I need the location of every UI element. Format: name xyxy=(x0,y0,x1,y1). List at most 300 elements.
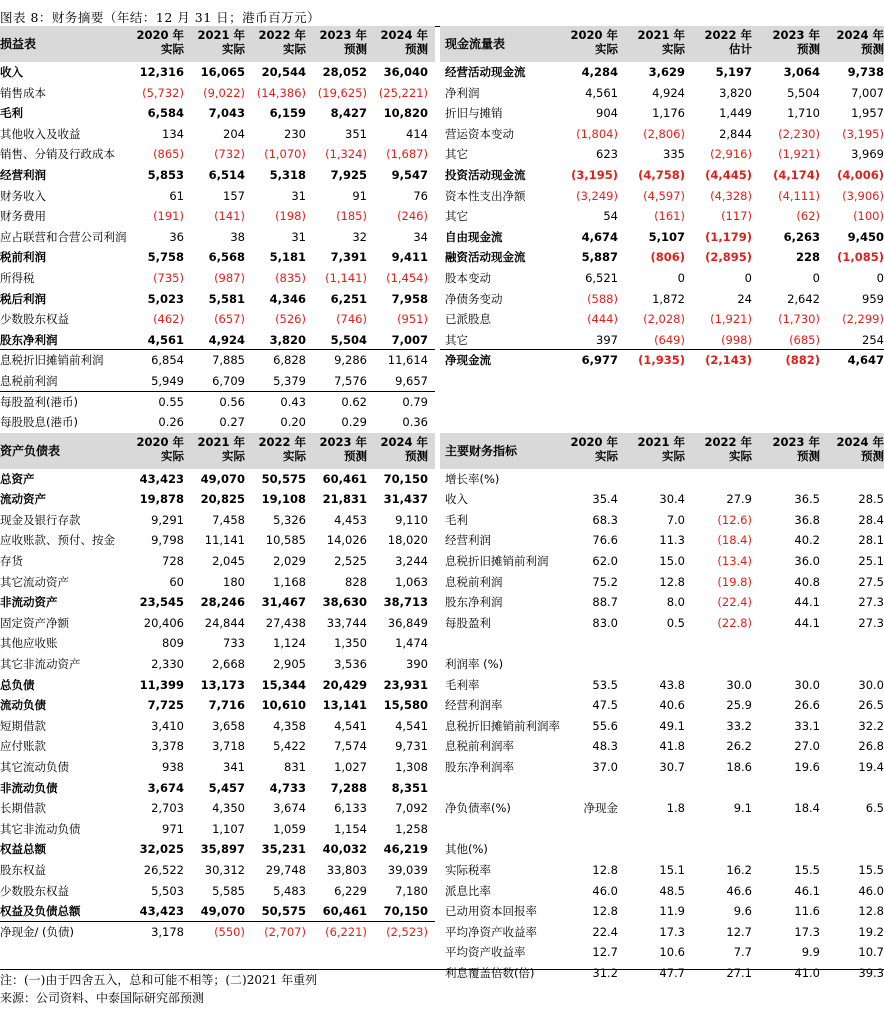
row-value: 33,744 xyxy=(326,615,367,630)
row-value: 26.5 xyxy=(858,698,884,713)
row-value: (1,454) xyxy=(386,270,428,285)
row-value: 26,522 xyxy=(143,862,184,877)
row-value: 26.2 xyxy=(726,739,752,754)
row-value: 43,423 xyxy=(139,471,184,486)
row-value: 91 xyxy=(352,188,367,203)
row-label: 经营活动现金流 xyxy=(445,65,526,79)
row-value: 6,229 xyxy=(334,883,367,898)
row-value: 5,457 xyxy=(208,780,245,795)
row-value: 30,312 xyxy=(204,862,245,877)
row-value: 31 xyxy=(291,188,306,203)
table-row xyxy=(0,798,884,819)
row-value: 7,458 xyxy=(212,512,245,527)
source-note: 来源：公司资料、中泰国际研究部预测 xyxy=(0,991,205,1005)
row-value: 4,358 xyxy=(273,718,306,733)
row-label: 应占联营和合营公司利润 xyxy=(0,229,127,244)
row-value: 19,108 xyxy=(261,492,306,507)
row-value: 12,316 xyxy=(139,65,184,79)
column-year: 2022 年 xyxy=(704,28,752,42)
row-value xyxy=(557,654,618,675)
row-value: 7,574 xyxy=(334,739,367,754)
row-value: 0 xyxy=(876,270,884,285)
row-value: (4,758) xyxy=(638,167,685,182)
row-value: 3,410 xyxy=(151,718,184,733)
row-value: 19,878 xyxy=(139,492,184,507)
row-value: 12.8 xyxy=(592,862,618,877)
row-value xyxy=(823,469,884,490)
row-value: 180 xyxy=(223,574,245,589)
left-table-title: 资产负债表 xyxy=(0,443,61,458)
row-value: 29,748 xyxy=(265,862,306,877)
row-value: 53.5 xyxy=(592,677,618,692)
left-column-header xyxy=(246,433,306,471)
row-value: 0.27 xyxy=(219,415,245,430)
row-value: 390 xyxy=(406,657,428,672)
row-label: 增长率(%) xyxy=(445,471,500,486)
column-status: 预测 xyxy=(861,448,884,463)
row-value: 728 xyxy=(162,554,184,569)
row-value xyxy=(557,839,618,860)
row-value: 971 xyxy=(162,821,184,836)
row-value: 7,007 xyxy=(391,332,428,347)
row-value: (2,028) xyxy=(643,312,685,327)
row-value: (998) xyxy=(721,332,752,347)
row-value: 43,423 xyxy=(139,904,184,919)
section-header xyxy=(0,26,884,62)
row-value: 10,585 xyxy=(265,533,306,548)
row-label: 非流动负债 xyxy=(0,780,58,795)
row-label: 经营利润率 xyxy=(445,698,503,713)
table-row xyxy=(0,62,884,83)
row-value: (62) xyxy=(796,209,820,224)
left-column-header xyxy=(368,433,428,471)
column-status: 实际 xyxy=(662,448,685,463)
row-value: 6.5 xyxy=(865,801,884,816)
row-value: (4,111) xyxy=(778,188,820,203)
row-value: 5,887 xyxy=(581,250,618,265)
column-year: 2023 年 xyxy=(319,28,367,42)
row-value: 0.5 xyxy=(666,615,685,630)
table-row xyxy=(0,654,884,675)
row-value xyxy=(625,839,685,860)
row-value: 46,219 xyxy=(383,842,428,857)
row-value: (2,230) xyxy=(778,126,820,141)
row-label: 现金及银行存款 xyxy=(0,512,81,527)
row-value: 40.2 xyxy=(794,533,820,548)
row-value: 6,263 xyxy=(783,229,820,244)
row-value: (3,195) xyxy=(571,167,618,182)
row-value: (2,895) xyxy=(705,250,752,265)
table-row xyxy=(0,227,884,248)
row-value: (191) xyxy=(153,209,184,224)
row-value: (22.8) xyxy=(717,615,752,630)
row-value: 9.1 xyxy=(733,801,752,816)
row-value: 39.3 xyxy=(858,965,884,980)
row-value: 6,977 xyxy=(581,353,618,368)
row-value: 7,716 xyxy=(208,698,245,713)
row-value: 4,647 xyxy=(847,353,884,368)
row-value: 47.7 xyxy=(659,965,685,980)
row-value: (13.4) xyxy=(717,554,752,569)
table-row xyxy=(0,350,884,371)
row-value: (1,324) xyxy=(325,147,367,162)
row-value: (6,221) xyxy=(325,924,367,939)
right-table-title: 现金流量表 xyxy=(445,37,506,51)
row-value: 9.6 xyxy=(733,904,752,919)
column-status: 实际 xyxy=(595,448,618,463)
row-value: (18.4) xyxy=(717,533,752,548)
column-year: 2021 年 xyxy=(637,28,685,42)
row-value: 31,467 xyxy=(261,595,306,610)
column-year: 2023 年 xyxy=(319,434,367,449)
row-label: 其它 xyxy=(445,332,468,347)
row-value: 31.2 xyxy=(592,965,618,980)
row-value: 904 xyxy=(596,106,618,121)
row-value: 17.3 xyxy=(659,924,685,939)
row-label: 净债务变动 xyxy=(445,291,503,306)
column-status: 预测 xyxy=(861,42,884,56)
row-value: 48.3 xyxy=(592,739,618,754)
row-value: 1.8 xyxy=(666,801,685,816)
row-label: 净现金流 xyxy=(445,353,491,368)
row-value: 12.7 xyxy=(592,945,618,960)
row-value: 3,178 xyxy=(151,924,184,939)
row-value: 397 xyxy=(596,332,618,347)
row-value: 35.4 xyxy=(592,492,618,507)
table-row xyxy=(0,469,884,490)
row-value: (1,730) xyxy=(778,312,820,327)
row-value: 7.0 xyxy=(666,512,685,527)
row-value: 6,584 xyxy=(147,106,184,121)
row-value: 12.8 xyxy=(858,904,884,919)
row-value: 5,318 xyxy=(269,167,306,182)
row-label: 其它 xyxy=(445,209,468,224)
right-column-header xyxy=(760,433,820,471)
row-label: 应付账款 xyxy=(0,739,46,754)
row-value: 0.55 xyxy=(158,394,184,409)
row-value: 414 xyxy=(406,126,428,141)
row-value: 10,610 xyxy=(261,698,306,713)
row-value: (806) xyxy=(650,250,685,265)
row-value: 28.5 xyxy=(858,492,884,507)
row-value: (25,221) xyxy=(378,85,428,100)
table-row xyxy=(0,289,884,310)
row-value: 36.8 xyxy=(794,512,820,527)
row-label: 经营利润 xyxy=(445,533,491,548)
row-value: 30.0 xyxy=(726,677,752,692)
row-label: 息税折旧摊销前利润率 xyxy=(445,718,560,733)
row-value: 14,026 xyxy=(326,533,367,548)
row-value: 4,733 xyxy=(269,780,306,795)
row-label: 总负债 xyxy=(0,677,35,692)
row-value: 62.0 xyxy=(592,554,618,569)
row-value: 7,958 xyxy=(391,291,428,306)
row-value: 6,251 xyxy=(330,291,367,306)
row-label: 投资活动现金流 xyxy=(445,167,526,182)
row-value: 0.56 xyxy=(219,394,245,409)
column-year: 2020 年 xyxy=(136,434,184,449)
table-row xyxy=(0,819,884,840)
row-value: 5,379 xyxy=(273,373,306,388)
row-label: 资本性支出净额 xyxy=(445,188,526,203)
row-value: (2,916) xyxy=(710,147,752,162)
row-value: 24 xyxy=(737,291,752,306)
row-label: 自由现金流 xyxy=(445,229,503,244)
row-value: 0 xyxy=(677,270,685,285)
row-value: 12.7 xyxy=(726,924,752,939)
row-value: 254 xyxy=(862,332,884,347)
row-value: 1,124 xyxy=(273,636,306,651)
row-value: 32.2 xyxy=(858,718,884,733)
row-value: 0 xyxy=(744,270,752,285)
row-value xyxy=(625,469,685,490)
row-value: (882) xyxy=(785,353,820,368)
row-value: 2,844 xyxy=(719,126,752,141)
row-value: 828 xyxy=(345,574,367,589)
row-value: 204 xyxy=(223,126,245,141)
row-value: 0.36 xyxy=(402,415,428,430)
row-value: 15.0 xyxy=(659,554,685,569)
row-value: 9,738 xyxy=(847,65,884,79)
row-value: 230 xyxy=(284,126,306,141)
row-value: 18.6 xyxy=(726,760,752,774)
row-value: (2,299) xyxy=(842,312,884,327)
row-value: 11.3 xyxy=(659,533,685,548)
row-value: 228 xyxy=(795,250,820,265)
table-row xyxy=(0,530,884,551)
row-value: (117) xyxy=(721,209,752,224)
row-value: 0 xyxy=(812,270,820,285)
row-value: 9,286 xyxy=(334,353,367,368)
row-value: 6,854 xyxy=(151,353,184,368)
row-value: (735) xyxy=(153,270,184,285)
row-value: (588) xyxy=(587,291,618,306)
row-value: 75.2 xyxy=(592,574,618,589)
row-value: 28.1 xyxy=(858,533,884,548)
row-value: (649) xyxy=(654,332,685,347)
row-value: (462) xyxy=(153,312,184,327)
row-value: 38,713 xyxy=(383,595,428,610)
row-value: 5,181 xyxy=(269,250,306,265)
row-value: 26.8 xyxy=(858,739,884,754)
row-value: (5,732) xyxy=(142,85,184,100)
column-year: 2021 年 xyxy=(197,434,245,449)
table-row xyxy=(0,633,884,654)
row-label: 平均资产收益率 xyxy=(445,945,526,960)
row-value: 54 xyxy=(603,209,618,224)
row-label: 应收账款、预付、按金 xyxy=(0,533,115,548)
row-label: 股东权益 xyxy=(0,862,46,877)
row-label: 财务费用 xyxy=(0,209,46,224)
row-value: 12.8 xyxy=(659,574,685,589)
row-value: 1,957 xyxy=(851,106,884,121)
row-value: 3,536 xyxy=(334,657,367,672)
row-value: 0.29 xyxy=(341,415,367,430)
table-row xyxy=(0,186,884,207)
row-value: 36,849 xyxy=(387,615,428,630)
row-label: 销售成本 xyxy=(0,85,46,100)
row-value: 4,561 xyxy=(585,85,618,100)
row-label: 每股盈利 xyxy=(445,615,491,630)
row-label: 其它 xyxy=(445,147,468,162)
row-value: 1,107 xyxy=(212,821,245,836)
left-table-title: 损益表 xyxy=(0,37,37,51)
row-value: 61 xyxy=(169,188,184,203)
row-value: (2,806) xyxy=(643,126,685,141)
table-row xyxy=(0,881,884,902)
row-value: (1,141) xyxy=(325,270,367,285)
table-row xyxy=(0,695,884,716)
row-value: 60 xyxy=(169,574,184,589)
table-row xyxy=(0,392,884,413)
row-value: 4,541 xyxy=(395,718,428,733)
row-value: 55.6 xyxy=(592,718,618,733)
row-label: 其它流动负债 xyxy=(0,760,69,774)
row-value: 68.3 xyxy=(592,512,618,527)
row-value: 26.6 xyxy=(794,698,820,713)
row-value: 27,438 xyxy=(265,615,306,630)
row-value: (4,445) xyxy=(705,167,752,182)
row-value: 2,642 xyxy=(787,291,820,306)
financial-summary-grid xyxy=(0,26,884,984)
column-year: 2022 年 xyxy=(258,28,306,42)
row-value: (2,143) xyxy=(705,353,752,368)
row-value: 3,674 xyxy=(273,801,306,816)
row-value: 20,825 xyxy=(200,492,245,507)
row-value: 7,288 xyxy=(330,780,367,795)
row-value: 11.9 xyxy=(659,904,685,919)
row-value: 32 xyxy=(352,229,367,244)
row-label: 收入 xyxy=(0,65,23,79)
table-row xyxy=(0,268,884,289)
row-value: 1,176 xyxy=(652,106,685,121)
row-value: 1,449 xyxy=(719,106,752,121)
table-row xyxy=(0,922,884,943)
row-value: 23,931 xyxy=(383,677,428,692)
row-label: 税前利润 xyxy=(0,250,46,265)
row-label: 利润率 (%) xyxy=(445,657,504,672)
table-row xyxy=(0,309,884,330)
row-label: 每股股息(港币) xyxy=(0,415,78,430)
row-value: (22.4) xyxy=(717,595,752,610)
row-label: 其他收入及收益 xyxy=(0,126,81,141)
right-column-header xyxy=(823,26,884,64)
row-value xyxy=(760,839,820,860)
row-value: 1,350 xyxy=(334,636,367,651)
table-row xyxy=(0,206,884,227)
row-value: 5,581 xyxy=(208,291,245,306)
row-value: 3,969 xyxy=(851,147,884,162)
row-value: 2,525 xyxy=(334,554,367,569)
column-year: 2024 年 xyxy=(836,28,884,42)
row-label: 税后利润 xyxy=(0,291,46,306)
row-label: 息税前利润 xyxy=(445,574,503,589)
row-value: 24,844 xyxy=(204,615,245,630)
row-value: 30.0 xyxy=(858,677,884,692)
table-row xyxy=(0,371,884,392)
row-value: 4,924 xyxy=(208,332,245,347)
row-value xyxy=(823,654,884,675)
right-column-header xyxy=(557,433,618,471)
row-value: (1,070) xyxy=(264,147,306,162)
row-value: 31,437 xyxy=(383,492,428,507)
column-year: 2022 年 xyxy=(258,434,306,449)
row-value: 15,580 xyxy=(383,698,428,713)
row-value: 25.9 xyxy=(726,698,752,713)
row-value: (246) xyxy=(397,209,428,224)
row-value: (185) xyxy=(336,209,367,224)
row-value: 30.7 xyxy=(659,760,685,774)
row-value: (1,179) xyxy=(705,229,752,244)
row-value: (161) xyxy=(654,209,685,224)
right-column-header xyxy=(823,433,884,471)
row-label: 折旧与摊销 xyxy=(445,106,503,121)
row-value: 3,064 xyxy=(783,65,820,79)
row-value: (951) xyxy=(397,312,428,327)
row-value: 27.3 xyxy=(858,615,884,630)
column-status: 实际 xyxy=(729,448,752,463)
row-value: 88.7 xyxy=(592,595,618,610)
row-value: 9,731 xyxy=(395,739,428,754)
row-label: 股东净利润率 xyxy=(445,760,514,774)
row-value: 70,150 xyxy=(383,904,428,919)
row-value: 9,657 xyxy=(395,373,428,388)
row-value: 47.5 xyxy=(592,698,618,713)
row-value: 4,674 xyxy=(581,229,618,244)
row-label: 权益总额 xyxy=(0,842,46,857)
row-label: 已派股息 xyxy=(445,312,491,327)
row-value: (19.8) xyxy=(717,574,752,589)
row-value: 7,725 xyxy=(147,698,184,713)
row-value: 43.8 xyxy=(659,677,685,692)
row-value: 9,547 xyxy=(391,167,428,182)
row-value: 5,949 xyxy=(151,373,184,388)
row-label: 营运资本变动 xyxy=(445,126,514,141)
row-value: 34 xyxy=(413,229,428,244)
row-value: 831 xyxy=(284,760,306,774)
row-value: 19.4 xyxy=(858,760,884,774)
row-value: (1,687) xyxy=(386,147,428,162)
row-value: 4,561 xyxy=(147,332,184,347)
row-label: 少数股东权益 xyxy=(0,312,69,327)
row-value: 9.9 xyxy=(801,945,820,960)
row-value: (1,921) xyxy=(710,312,752,327)
row-value: 6,828 xyxy=(273,353,306,368)
left-column-header xyxy=(307,433,367,471)
right-table-title: 主要财务指标 xyxy=(445,443,518,458)
row-value: 3,718 xyxy=(212,739,245,754)
row-value: 40.8 xyxy=(794,574,820,589)
row-value: 1,027 xyxy=(334,760,367,774)
column-year: 2023 年 xyxy=(772,434,820,449)
row-value: (4,597) xyxy=(643,188,685,203)
column-status: 预测 xyxy=(344,448,367,463)
row-value: 5,585 xyxy=(212,883,245,898)
column-year: 2021 年 xyxy=(637,434,685,449)
column-status: 预测 xyxy=(344,42,367,56)
table-row xyxy=(0,144,884,165)
column-status: 实际 xyxy=(595,42,618,56)
row-value: 3,244 xyxy=(395,554,428,569)
row-value: 8.0 xyxy=(666,595,685,610)
right-column-header xyxy=(692,433,752,471)
row-value: 44.1 xyxy=(794,615,820,630)
row-value: 0.26 xyxy=(158,415,184,430)
row-value: 5,853 xyxy=(147,167,184,182)
column-year: 2020 年 xyxy=(136,28,184,42)
row-value: 9,450 xyxy=(847,229,884,244)
right-column-header xyxy=(625,26,685,64)
